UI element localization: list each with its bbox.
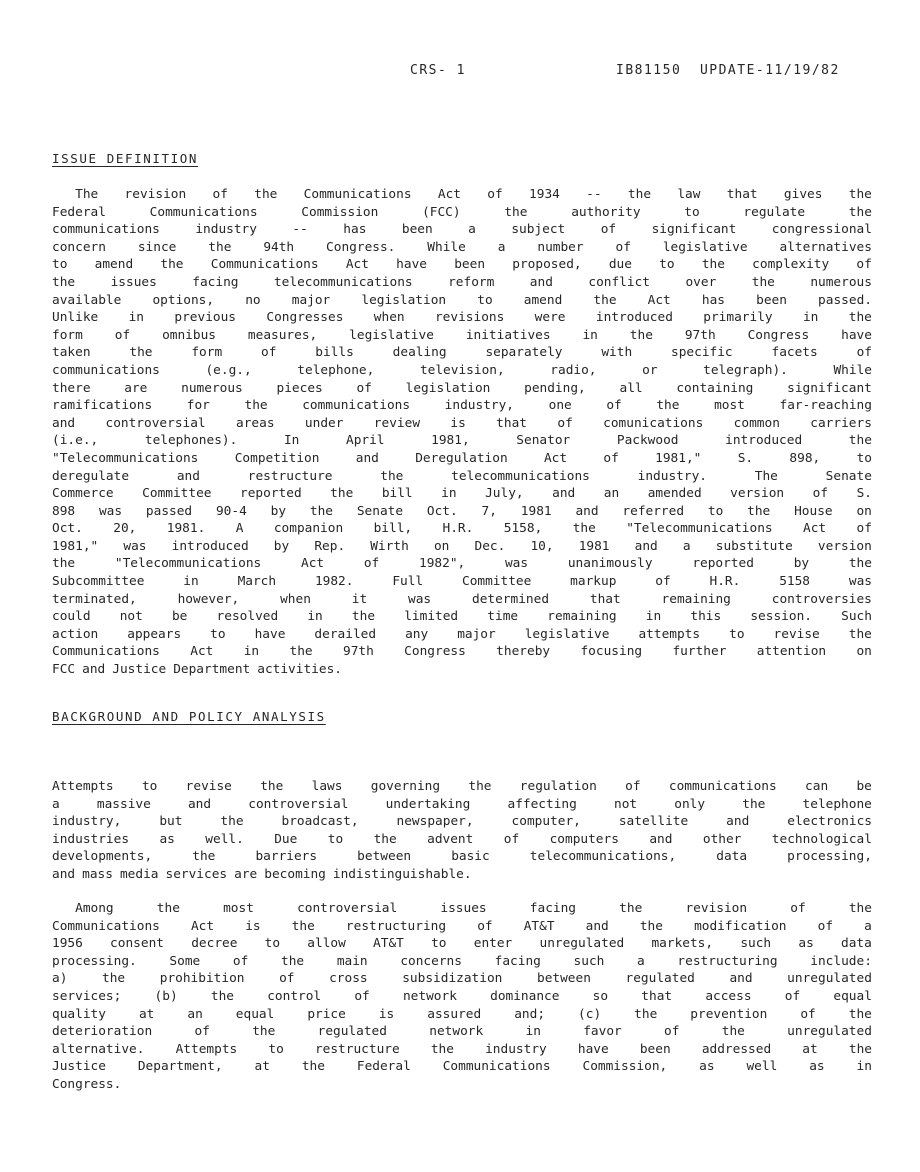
text-line: communications (e.g., telephone, television, radio, or telegraph). While (52, 362, 872, 378)
text-line: Federal Communications Commission (FCC) the authority to regulate the (52, 204, 872, 220)
text-line: a) the prohibition of cross subsidization between regulated and unregulated (52, 971, 872, 987)
paragraph (52, 186, 872, 679)
text-line: a massive and controversial undertaking affecting not only the telephone (52, 796, 872, 812)
paragraph (52, 778, 872, 884)
text-line: 1956 consent decree to allow AT&T to enter unregulated markets, such as data (52, 936, 872, 952)
text-line: the "Telecommunications Act of 1982", was unanimously reported by the (52, 556, 872, 572)
text-line: to amend the Communications Act have been proposed, due to the complexity of (52, 257, 872, 273)
text-line: taken the form of bills dealing separately with specific facets of (52, 345, 872, 361)
text-line: communications industry -- has been a subject of significant congressional (52, 222, 872, 238)
text-line: alternative. Attempts to restructure the industry have been addressed at the (52, 1041, 872, 1057)
page-number: CRS- 1 (410, 63, 466, 78)
text-line: Justice Department, at the Federal Communications Commission, as well as in (52, 1059, 872, 1075)
text-line: action appears to have derailed any major legislative attempts to revise the (52, 626, 872, 642)
text-line: Communications Act is the restructuring of AT&T and the modification of a (52, 918, 872, 934)
text-line: Oct. 20, 1981. A companion bill, H.R. 5158, the "Telecommunications Act of (52, 521, 872, 537)
text-line: (i.e., telephones). In April 1981, Senator Packwood introduced the (52, 433, 872, 449)
section-heading-issue-definition: ISSUE DEFINITION (52, 151, 199, 166)
document-id: IB81150 UPDATE-11/19/82 (616, 63, 840, 78)
text-line: there are numerous pieces of legislation pending, all containing significant (52, 380, 872, 396)
text-line: and mass media services are becoming indistinguishable. (52, 866, 472, 882)
text-line: quality at an equal price is assured and; (c) the prevention of the (52, 1006, 872, 1022)
text-line: the issues facing telecommunications reform and conflict over the numerous (52, 274, 872, 290)
text-line: The revision of the Communications Act of 1934 -- the law that gives the (52, 187, 872, 202)
text-line: 1981," was introduced by Rep. Wirth on Dec. 10, 1981 and a substitute version (52, 538, 872, 554)
text-line: "Telecommunications Competition and Deregulation Act of 1981," S. 898, to (52, 450, 872, 466)
text-line: deterioration of the regulated network in favor of the unregulated (52, 1024, 872, 1040)
text-line: services; (b) the control of network dominance so that access of equal (52, 988, 872, 1004)
text-line: Attempts to revise the laws governing the regulation of communications can be (52, 779, 872, 794)
text-line: FCC and Justice Department activities. (52, 662, 342, 678)
paragraph (52, 900, 872, 1094)
text-line: Unlike in previous Congresses when revisions were introduced primarily in the (52, 310, 872, 326)
text-line: Subcommittee in March 1982. Full Committee markup of H.R. 5158 was (52, 574, 872, 590)
text-line: could not be resolved in the limited time remaining in this session. Such (52, 609, 872, 625)
text-line: Congress. (52, 1076, 122, 1092)
text-line: deregulate and restructure the telecommunications industry. The Senate (52, 468, 872, 484)
text-line: Among the most controversial issues facing the revision of the (52, 901, 872, 916)
text-line: Communications Act in the 97th Congress thereby focusing further attention on (52, 644, 872, 660)
text-line: 898 was passed 90-4 by the Senate Oct. 7, 1981 and referred to the House on (52, 503, 872, 519)
text-line: ramifications for the communications industry, one of the most far-reaching (52, 398, 872, 414)
text-line: form of omnibus measures, legislative initiatives in the 97th Congress have (52, 327, 872, 343)
section-heading-background: BACKGROUND AND POLICY ANALYSIS (52, 709, 326, 724)
text-line: industries as well. Due to the advent of computers and other technological (52, 831, 872, 847)
text-line: developments, the barriers between basic telecommunications, data processing, (52, 849, 872, 865)
text-line: Commerce Committee reported the bill in July, and an amended version of S. (52, 486, 872, 502)
text-line: and controversial areas under review is that of comunications common carriers (52, 415, 872, 431)
text-line: terminated, however, when it was determined that remaining controversies (52, 591, 872, 607)
text-line: concern since the 94th Congress. While a number of legislative alternatives (52, 239, 872, 255)
text-line: industry, but the broadcast, newspaper, computer, satellite and electronics (52, 814, 872, 830)
text-line: available options, no major legislation to amend the Act has been passed. (52, 292, 872, 308)
text-line: processing. Some of the main concerns facing such a restructuring include: (52, 953, 872, 969)
